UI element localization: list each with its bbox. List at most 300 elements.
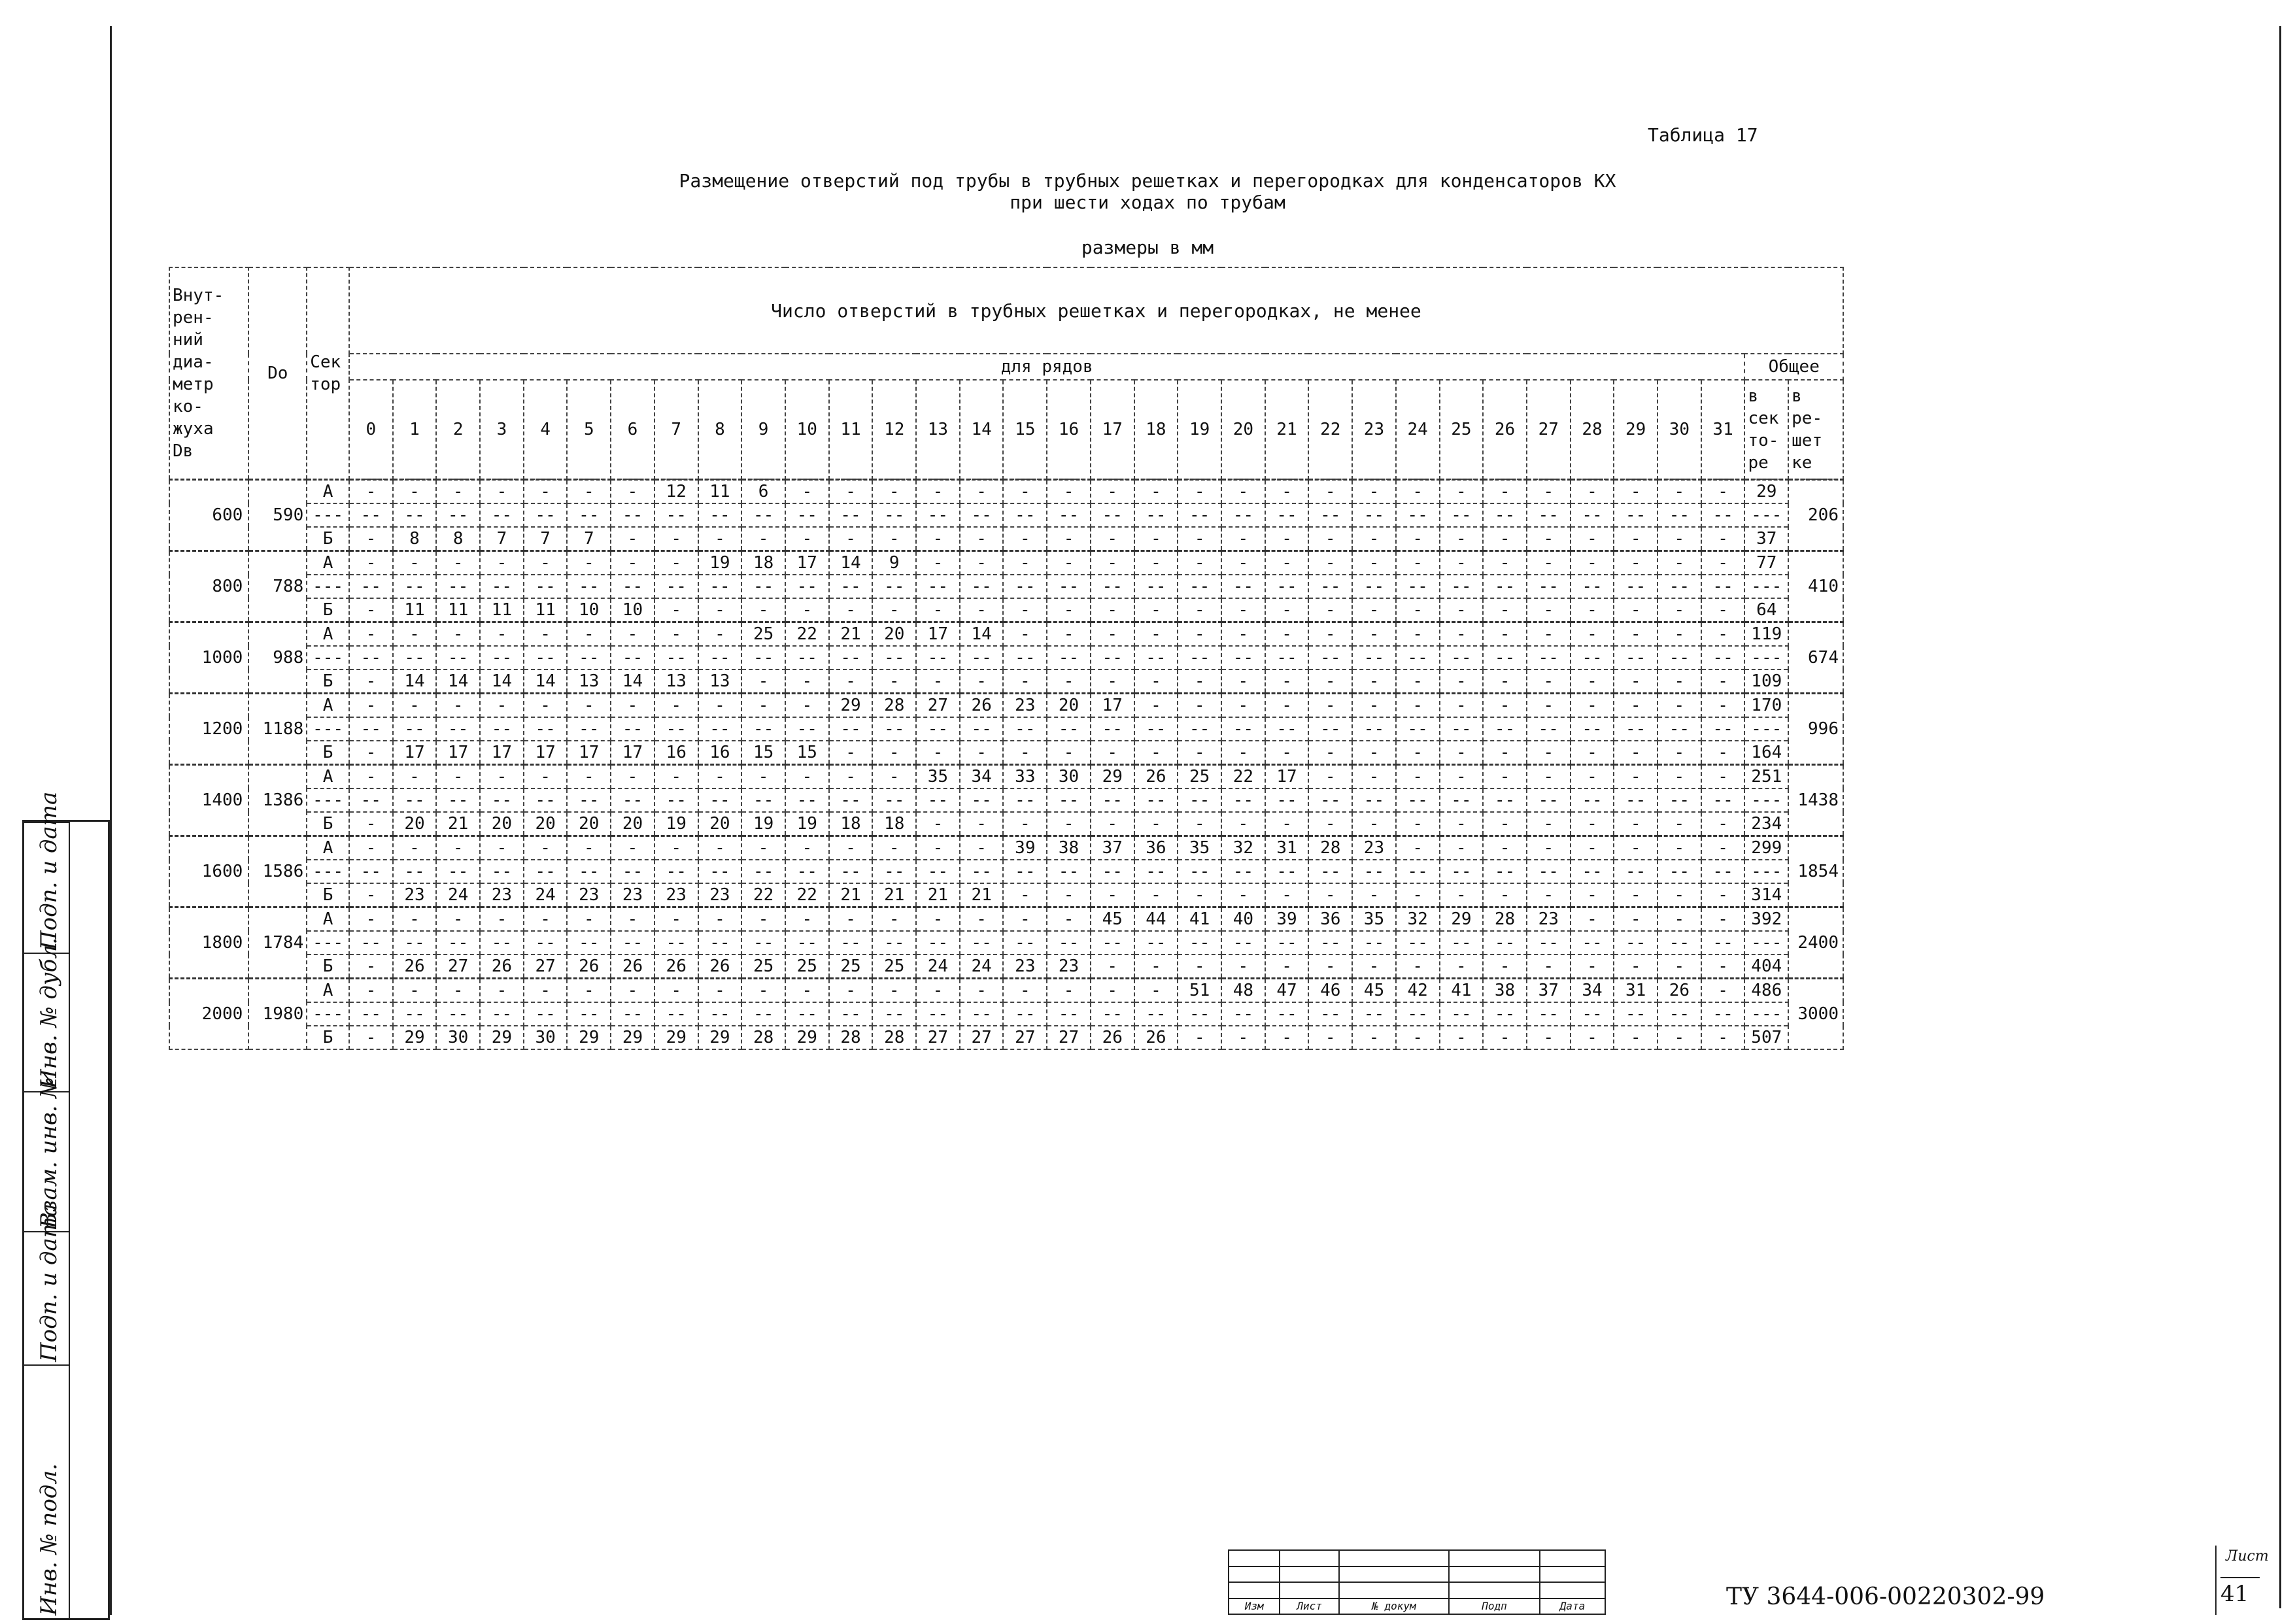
holes-cell: - (349, 669, 393, 694)
stamp-cell (24, 938, 69, 1092)
divider-cell: -- (1265, 1002, 1309, 1026)
sector-divider-cell: --- (307, 646, 349, 669)
holes-cell: 13 (698, 669, 742, 694)
inner-diameter-cell: 2000 (169, 978, 248, 1049)
holes-cell: - (1658, 764, 1701, 788)
divider-cell: -- (524, 646, 568, 669)
holes-cell: - (1178, 598, 1221, 622)
units-label: размеры в мм (1081, 237, 1214, 258)
holes-cell: - (916, 550, 960, 575)
holes-cell: - (349, 741, 393, 765)
divider-cell: -- (436, 575, 480, 598)
holes-cell: - (611, 764, 654, 788)
holes-cell: - (1178, 883, 1221, 907)
holes-cell: 22 (741, 883, 785, 907)
revision-caption: Подп (1449, 1599, 1540, 1615)
holes-cell: - (1614, 764, 1658, 788)
table-row-divider (169, 503, 1843, 527)
holes-cell: 7 (524, 527, 568, 551)
holes-cell: - (785, 527, 829, 551)
holes-cell: - (1571, 1026, 1614, 1049)
holes-cell: - (611, 693, 654, 717)
total-plate-header-part: ке (1792, 453, 1812, 473)
holes-cell: - (1571, 741, 1614, 765)
divider-cell: -- (1396, 646, 1440, 669)
divider-cell: -- (741, 788, 785, 812)
divider-cell: -- (524, 1002, 568, 1026)
inner-diameter-header-part: рен- (173, 307, 214, 328)
holes-cell: - (654, 764, 698, 788)
holes-cell: 26 (698, 955, 742, 979)
sector-cell: А (307, 836, 349, 860)
holes-cell: 29 (654, 1026, 698, 1049)
divider-cell: -- (1308, 931, 1352, 955)
holes-cell: - (1701, 955, 1745, 979)
divider-cell: -- (1658, 575, 1701, 598)
holes-cell: - (785, 764, 829, 788)
holes-cell: 8 (436, 527, 480, 551)
holes-cell: 19 (785, 812, 829, 836)
inner-diameter-cell: 1000 (169, 622, 248, 693)
divider-cell: -- (872, 717, 916, 741)
divider-cell: -- (1003, 788, 1047, 812)
table-row (169, 955, 1843, 979)
holes-cell: - (1221, 669, 1265, 694)
holes-cell: - (872, 836, 916, 860)
holes-cell: - (1614, 527, 1658, 551)
holes-cell: - (1483, 693, 1527, 717)
holes-cell: - (611, 550, 654, 575)
holes-cell: - (1614, 1026, 1658, 1049)
holes-cell: - (1701, 550, 1745, 575)
divider-cell: --- (1744, 646, 1788, 669)
row-number-header: 20 (1221, 380, 1265, 479)
holes-cell: - (480, 907, 524, 931)
row-number-header: 4 (524, 380, 568, 479)
holes-cell: - (1003, 907, 1047, 931)
holes-cell: - (1440, 527, 1484, 551)
divider-cell: -- (654, 931, 698, 955)
holes-cell: - (1658, 812, 1701, 836)
divider-cell: -- (1440, 788, 1484, 812)
inner-diameter-header-part: метр (173, 374, 214, 394)
holes-cell: - (611, 479, 654, 503)
revision-grid (1228, 1549, 1606, 1615)
holes-cell: - (1221, 622, 1265, 646)
holes-cell: - (1091, 669, 1134, 694)
divider-cell: -- (960, 575, 1004, 598)
sector-cell: Б (307, 527, 349, 551)
divider-cell: -- (436, 646, 480, 669)
table-title-line-1: Размещение отверстий под трубы в трубных решетках и перегородках для конденсаторов КХ (679, 170, 1616, 192)
divider-cell: -- (1614, 860, 1658, 883)
holes-cell: 13 (567, 669, 611, 694)
holes-cell: - (829, 598, 873, 622)
holes-cell: - (1003, 741, 1047, 765)
sector-divider-cell: --- (307, 503, 349, 527)
inner-diameter-header-part: ко- (173, 396, 203, 416)
holes-cell: 23 (567, 883, 611, 907)
stamp-cell (24, 1203, 69, 1366)
holes-cell: - (1003, 669, 1047, 694)
divider-cell: -- (1571, 503, 1614, 527)
table-row (169, 836, 1843, 860)
holes-cell: - (611, 836, 654, 860)
holes-cell: 6 (741, 479, 785, 503)
holes-cell: 48 (1221, 978, 1265, 1002)
divider-cell: -- (1440, 503, 1484, 527)
holes-cell: - (1396, 741, 1440, 765)
inner-diameter-cell: 600 (169, 479, 248, 550)
holes-cell: - (1440, 741, 1484, 765)
holes-cell: - (872, 764, 916, 788)
holes-cell: - (1571, 955, 1614, 979)
divider-cell: -- (349, 931, 393, 955)
holes-cell: - (872, 479, 916, 503)
holes-cell: 30 (436, 1026, 480, 1049)
do-cell: 1980 (248, 978, 307, 1049)
table-row (169, 741, 1843, 765)
holes-cell: 23 (1527, 907, 1571, 931)
total-sector-header-part: в (1748, 386, 1759, 406)
divider-cell: -- (524, 717, 568, 741)
holes-cell: - (1658, 955, 1701, 979)
table-number: Таблица 17 (1648, 124, 1758, 146)
holes-cell: - (1527, 622, 1571, 646)
divider-cell: -- (1440, 717, 1484, 741)
holes-cell: - (524, 622, 568, 646)
sheet-number: 41 (2220, 1577, 2260, 1607)
divider-cell: -- (829, 717, 873, 741)
holes-cell: 37 (1091, 836, 1134, 860)
sector-divider-cell: --- (307, 860, 349, 883)
holes-cell: - (1308, 764, 1352, 788)
divider-cell: -- (1308, 503, 1352, 527)
table-row (169, 479, 1843, 503)
divider-cell: -- (960, 788, 1004, 812)
holes-cell: - (1265, 741, 1309, 765)
divider-cell: -- (1701, 575, 1745, 598)
divider-cell: -- (1134, 503, 1178, 527)
divider-cell: -- (654, 1002, 698, 1026)
holes-cell: - (524, 479, 568, 503)
plate-total-cell: 674 (1788, 622, 1843, 693)
holes-cell: - (916, 812, 960, 836)
holes-cell: 35 (1352, 907, 1396, 931)
divider-cell: -- (785, 503, 829, 527)
holes-cell: - (1352, 669, 1396, 694)
sector-total-cell: 392 (1744, 907, 1788, 931)
divider-cell: -- (1134, 931, 1178, 955)
divider-cell: -- (1614, 646, 1658, 669)
document-code: ТУ 3644-006-00220302-99 (1726, 1583, 2045, 1610)
holes-cell: 35 (1178, 836, 1221, 860)
holes-cell: - (1091, 479, 1134, 503)
holes-cell: - (829, 907, 873, 931)
holes-cell: - (1265, 955, 1309, 979)
holes-cell: - (1483, 1026, 1527, 1049)
holes-cell: - (480, 978, 524, 1002)
holes-cell: - (1614, 550, 1658, 575)
plate-total-cell: 410 (1788, 550, 1843, 622)
holes-cell: - (436, 907, 480, 931)
divider-cell: -- (1221, 646, 1265, 669)
row-number-header: 25 (1440, 380, 1484, 479)
divider-cell: -- (1221, 575, 1265, 598)
divider-cell: -- (916, 788, 960, 812)
holes-cell: 24 (436, 883, 480, 907)
divider-cell: -- (1527, 575, 1571, 598)
holes-cell: - (1440, 622, 1484, 646)
table-row (169, 693, 1843, 717)
holes-cell: 17 (480, 741, 524, 765)
holes-cell: - (567, 550, 611, 575)
holes-cell: 25 (829, 955, 873, 979)
holes-cell: - (1658, 693, 1701, 717)
holes-cell: 46 (1308, 978, 1352, 1002)
divider-cell: -- (349, 575, 393, 598)
holes-cell: - (1047, 598, 1091, 622)
holes-cell: - (349, 693, 393, 717)
holes-cell: - (393, 622, 437, 646)
row-number-header: 8 (698, 380, 742, 479)
holes-cell: - (1396, 598, 1440, 622)
holes-cell: - (1352, 693, 1396, 717)
table-row (169, 883, 1843, 907)
divider-cell: -- (611, 860, 654, 883)
divider-cell: -- (1701, 860, 1745, 883)
holes-cell: 19 (654, 812, 698, 836)
holes-cell: - (1527, 883, 1571, 907)
holes-cell: - (1483, 764, 1527, 788)
divider-cell: -- (1658, 1002, 1701, 1026)
divider-cell: -- (1614, 931, 1658, 955)
row-number-header: 6 (611, 380, 654, 479)
holes-cell: 27 (1047, 1026, 1091, 1049)
holes-cell: 26 (567, 955, 611, 979)
divider-cell: -- (1352, 503, 1396, 527)
divider-cell: -- (960, 931, 1004, 955)
holes-cell: 34 (1571, 978, 1614, 1002)
holes-cell: 17 (611, 741, 654, 765)
divider-cell: -- (1527, 503, 1571, 527)
divider-cell: -- (1396, 860, 1440, 883)
divider-cell: -- (1483, 788, 1527, 812)
holes-cell: 20 (872, 622, 916, 646)
divider-cell: -- (960, 646, 1004, 669)
holes-cell: 17 (436, 741, 480, 765)
holes-cell: - (480, 764, 524, 788)
table-row (169, 1026, 1843, 1049)
holes-cell: - (916, 669, 960, 694)
divider-cell: -- (480, 1002, 524, 1026)
divider-cell: -- (1352, 931, 1396, 955)
divider-cell: -- (436, 860, 480, 883)
divider-cell: -- (916, 717, 960, 741)
holes-cell: - (1571, 479, 1614, 503)
sector-cell: Б (307, 1026, 349, 1049)
holes-cell: 19 (741, 812, 785, 836)
divider-cell: -- (1483, 931, 1527, 955)
holes-cell: - (1571, 764, 1614, 788)
row-number-header: 5 (567, 380, 611, 479)
holes-cell: 14 (436, 669, 480, 694)
holes-cell: - (1047, 812, 1091, 836)
divider-cell: -- (1701, 931, 1745, 955)
left-margin-stamp (22, 791, 110, 1620)
sector-header-part: тор (310, 374, 341, 394)
holes-cell: 20 (524, 812, 568, 836)
divider-cell: -- (1701, 646, 1745, 669)
holes-cell: - (872, 598, 916, 622)
holes-cell: - (524, 907, 568, 931)
divider-cell: -- (916, 646, 960, 669)
holes-cell: 28 (829, 1026, 873, 1049)
sector-divider-cell: --- (307, 717, 349, 741)
divider-cell: -- (1483, 717, 1527, 741)
divider-cell: -- (611, 788, 654, 812)
holes-cell: - (1221, 527, 1265, 551)
holes-cell: - (1396, 669, 1440, 694)
holes-cell: - (1483, 812, 1527, 836)
holes-cell: 45 (1352, 978, 1396, 1002)
divider-cell: -- (393, 646, 437, 669)
holes-cell: 28 (872, 693, 916, 717)
holes-cell: - (349, 907, 393, 931)
holes-cell: 23 (1003, 693, 1047, 717)
holes-cell: - (741, 693, 785, 717)
divider-cell: -- (393, 503, 437, 527)
sector-cell: Б (307, 598, 349, 622)
holes-cell: 7 (567, 527, 611, 551)
holes-cell: 28 (1308, 836, 1352, 860)
holes-cell: - (1308, 479, 1352, 503)
holes-cell: - (436, 693, 480, 717)
holes-cell: 11 (524, 598, 568, 622)
stamp-cell-label: Взам. инв. № (36, 1077, 62, 1228)
holes-cell: 26 (1658, 978, 1701, 1002)
total-caption: Общее (1744, 354, 1843, 380)
holes-cell: - (1265, 550, 1309, 575)
holes-cell: 29 (611, 1026, 654, 1049)
sector-cell: А (307, 978, 349, 1002)
divider-cell: -- (1091, 1002, 1134, 1026)
holes-cell: 16 (654, 741, 698, 765)
holes-cell: - (1483, 598, 1527, 622)
divider-cell: -- (1047, 646, 1091, 669)
divider-cell: -- (1134, 575, 1178, 598)
holes-cell: - (1308, 693, 1352, 717)
holes-cell: - (1003, 812, 1047, 836)
holes-cell: - (1483, 955, 1527, 979)
holes-cell: - (1571, 598, 1614, 622)
holes-cell: 38 (1483, 978, 1527, 1002)
page-frame-left (110, 26, 112, 1615)
holes-cell: - (1091, 741, 1134, 765)
holes-cell: 21 (829, 883, 873, 907)
sector-cell: А (307, 764, 349, 788)
holes-cell: 12 (654, 479, 698, 503)
holes-cell: - (1701, 622, 1745, 646)
holes-cell: - (524, 764, 568, 788)
holes-cell: - (1308, 812, 1352, 836)
holes-cell: - (524, 978, 568, 1002)
divider-cell: -- (1571, 646, 1614, 669)
holes-cell: 23 (654, 883, 698, 907)
holes-cell: 11 (698, 479, 742, 503)
holes-cell: - (1396, 479, 1440, 503)
stamp-column (24, 791, 70, 1618)
sector-cell: Б (307, 669, 349, 694)
holes-cell: - (829, 836, 873, 860)
sector-total-cell: 251 (1744, 764, 1788, 788)
divider-cell: -- (1440, 1002, 1484, 1026)
holes-cell: - (1047, 527, 1091, 551)
holes-cell: - (654, 598, 698, 622)
holes-cell: - (1091, 527, 1134, 551)
divider-cell: -- (1003, 575, 1047, 598)
divider-cell: -- (1483, 1002, 1527, 1026)
holes-cell: - (741, 907, 785, 931)
divider-cell: -- (1614, 788, 1658, 812)
holes-cell: - (1221, 883, 1265, 907)
divider-cell: -- (1221, 788, 1265, 812)
holes-cell: - (1178, 955, 1221, 979)
divider-cell: -- (436, 931, 480, 955)
holes-cell: 41 (1178, 907, 1221, 931)
holes-cell: 17 (567, 741, 611, 765)
holes-cell: 27 (916, 1026, 960, 1049)
holes-cell: - (1091, 883, 1134, 907)
holes-cell: - (1701, 764, 1745, 788)
holes-cell: 31 (1614, 978, 1658, 1002)
holes-cell: 28 (1483, 907, 1527, 931)
holes-cell: - (567, 479, 611, 503)
table-row-divider (169, 788, 1843, 812)
divider-cell: -- (1396, 788, 1440, 812)
holes-cell: 21 (960, 883, 1004, 907)
holes-cell: - (1265, 812, 1309, 836)
row-number-header: 30 (1658, 380, 1701, 479)
divider-cell: -- (741, 931, 785, 955)
holes-cell: - (1134, 527, 1178, 551)
holes-cell: - (829, 479, 873, 503)
holes-cell: 39 (1003, 836, 1047, 860)
holes-cell: - (1091, 978, 1134, 1002)
holes-cell: - (1396, 955, 1440, 979)
holes-cell: - (1003, 883, 1047, 907)
divider-cell: -- (1047, 503, 1091, 527)
divider-cell: -- (1003, 931, 1047, 955)
stamp-cell (24, 791, 69, 954)
holes-cell: - (1134, 598, 1178, 622)
row-number-header: 12 (872, 380, 916, 479)
divider-cell: -- (785, 646, 829, 669)
divider-cell: -- (654, 788, 698, 812)
holes-cell: - (960, 741, 1004, 765)
holes-cell: 28 (741, 1026, 785, 1049)
row-number-header: 1 (393, 380, 437, 479)
holes-cell: - (1134, 550, 1178, 575)
divider-cell: -- (829, 646, 873, 669)
holes-cell: - (1047, 550, 1091, 575)
holes-cell: - (1221, 693, 1265, 717)
divider-cell: -- (829, 860, 873, 883)
holes-cell: - (1352, 955, 1396, 979)
holes-cell: 23 (1047, 955, 1091, 979)
divider-cell: -- (1091, 860, 1134, 883)
divider-cell: -- (698, 931, 742, 955)
